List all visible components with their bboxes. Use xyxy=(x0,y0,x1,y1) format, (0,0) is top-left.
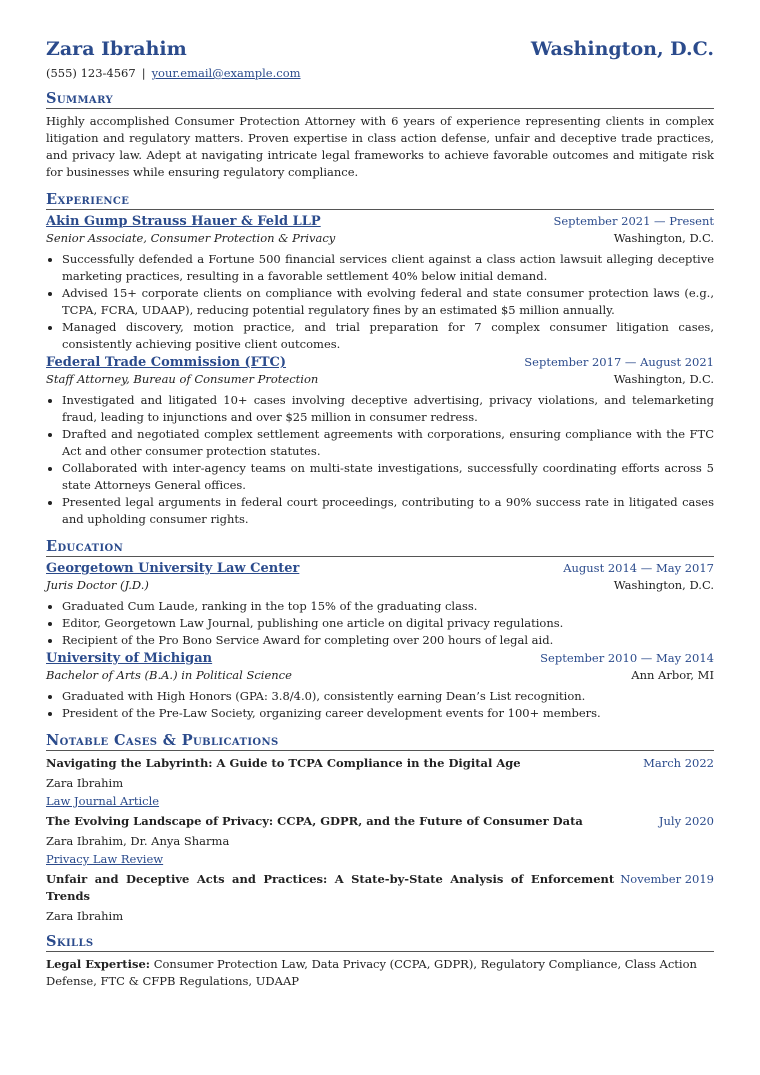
school-link[interactable]: University of Michigan xyxy=(46,651,213,666)
section-title-publications: Notable Cases & Publications xyxy=(46,732,714,751)
bullet-item: • Successfully defended a Fortune 500 financial services client against a class action lawsuit alleging deceptive marketing practices, resulting in a favorable settlement 40% below initial demand. xyxy=(62,251,714,285)
section-title-skills: Skills xyxy=(46,933,714,952)
bullet-item: • Advised 15+ corporate clients on compliance with evolving federal and state consumer protection laws (e.g., TCPA, FCRA, UDAAP), reducing potential regulatory fines by an estimated $5 million annually. xyxy=(62,285,714,319)
degree: Bachelor of Arts (B.A.) in Political Science xyxy=(46,668,292,682)
publication-date: November 2019 xyxy=(620,872,714,886)
publication-authors: Zara Ibrahim xyxy=(46,776,124,790)
publication-date: July 2020 xyxy=(658,814,714,828)
experience-entry xyxy=(46,214,714,353)
education-entry xyxy=(46,651,714,722)
bullet-item: • Drafted and negotiated complex settlement agreements with corporations, ensuring compliance with the FTC Act and other consumer protection statutes. xyxy=(62,426,714,460)
study-dates: September 2010 — May 2014 xyxy=(540,651,714,665)
skill-list: Consumer Protection Law, Data Privacy (CCPA, GDPR), Regulatory Compliance, Class Action Defense, FTC & CFPB Regulations, UDAAP xyxy=(46,957,697,988)
job-location: Washington, D.C. xyxy=(613,231,714,245)
bullet-item: • Managed discovery, motion practice, and trial preparation for 7 complex consumer litigation cases, consistently achieving positive client outcomes. xyxy=(62,319,714,353)
bullet-list xyxy=(46,598,714,649)
school-location: Washington, D.C. xyxy=(613,578,714,592)
section-title-education: Education xyxy=(46,538,714,557)
publication-date: March 2022 xyxy=(643,756,714,770)
publication-title: Unfair and Deceptive Acts and Practices: A State-by-State Analysis of Enforcement Trends xyxy=(46,872,615,903)
study-dates: August 2014 — May 2017 xyxy=(563,561,714,575)
bullet-item: • Graduated Cum Laude, ranking in the top 15% of the graduating class. xyxy=(62,598,714,615)
publication-authors: Zara Ibrahim, Dr. Anya Sharma xyxy=(46,834,230,848)
employment-dates: September 2021 — Present xyxy=(553,214,714,228)
bullet-item: • Collaborated with inter-agency teams on multi-state investigations, successfully coordinating efforts across 5 state Attorneys General offices. xyxy=(62,460,714,494)
publication-venue-link[interactable]: Privacy Law Review xyxy=(46,852,164,866)
education-entry xyxy=(46,561,714,649)
publication-venue-link[interactable]: Law Journal Article xyxy=(46,794,160,808)
candidate-name: Zara Ibrahim xyxy=(46,38,187,60)
contact-line xyxy=(46,66,714,80)
degree: Juris Doctor (J.D.) xyxy=(46,578,149,592)
bullet-list xyxy=(46,251,714,353)
phone-number: (555) 123-4567 xyxy=(46,66,136,80)
employer-link[interactable]: Federal Trade Commission (FTC) xyxy=(46,355,287,370)
school-link[interactable]: Georgetown University Law Center xyxy=(46,561,300,576)
publication-authors: Zara Ibrahim xyxy=(46,909,124,923)
publication-title: The Evolving Landscape of Privacy: CCPA, GDPR, and the Future of Consumer Data xyxy=(46,814,583,828)
bullet-item: • Editor, Georgetown Law Journal, publishing one article on digital privacy regulations. xyxy=(62,615,714,632)
publication-item xyxy=(46,871,714,923)
email-link[interactable]: your.email@example.com xyxy=(151,66,301,80)
bullet-list xyxy=(46,392,714,528)
candidate-location: Washington, D.C. xyxy=(530,38,714,60)
bullet-item: • Presented legal arguments in federal court proceedings, contributing to a 90% success rate in litigated cases and upholding consumer rights. xyxy=(62,494,714,528)
resume-header xyxy=(46,38,714,60)
skill-category-label: Legal Expertise: xyxy=(46,957,151,971)
bullet-item: • Graduated with High Honors (GPA: 3.8/4.0), consistently earning Dean’s List recognition. xyxy=(62,688,714,705)
job-title: Senior Associate, Consumer Protection & Privacy xyxy=(46,231,336,245)
skill-line xyxy=(46,956,714,990)
publication-title: Navigating the Labyrinth: A Guide to TCPA Compliance in the Digital Age xyxy=(46,756,521,770)
publication-item xyxy=(46,813,714,867)
publication-item xyxy=(46,755,714,809)
job-title: Staff Attorney, Bureau of Consumer Protection xyxy=(46,372,319,386)
section-title-experience: Experience xyxy=(46,191,714,210)
bullet-list xyxy=(46,688,714,722)
summary-text: Highly accomplished Consumer Protection Attorney with 6 years of experience representing clients in complex litigation and regulatory matters. Proven expertise in class action defense, unfair and deceptive trade practices, and privacy law. Adept at navigating intricate legal frameworks to achieve favorable outcomes and mitigate risk for businesses while ensuring regulatory compliance. xyxy=(46,114,714,179)
section-title-summary: Summary xyxy=(46,90,714,109)
job-location: Washington, D.C. xyxy=(613,372,714,386)
bullet-item: • Recipient of the Pro Bono Service Award for completing over 200 hours of legal aid. xyxy=(62,632,714,649)
employment-dates: September 2017 — August 2021 xyxy=(524,355,714,369)
school-location: Ann Arbor, MI xyxy=(631,668,714,682)
bullet-item: • President of the Pre-Law Society, organizing career development events for 100+ members. xyxy=(62,705,714,722)
experience-entry xyxy=(46,355,714,528)
contact-separator: | xyxy=(141,66,146,80)
bullet-item: • Investigated and litigated 10+ cases involving deceptive advertising, privacy violations, and telemarketing fraud, leading to injunctions and over $25 million in consumer redress. xyxy=(62,392,714,426)
employer-link[interactable]: Akin Gump Strauss Hauer & Feld LLP xyxy=(46,214,321,229)
